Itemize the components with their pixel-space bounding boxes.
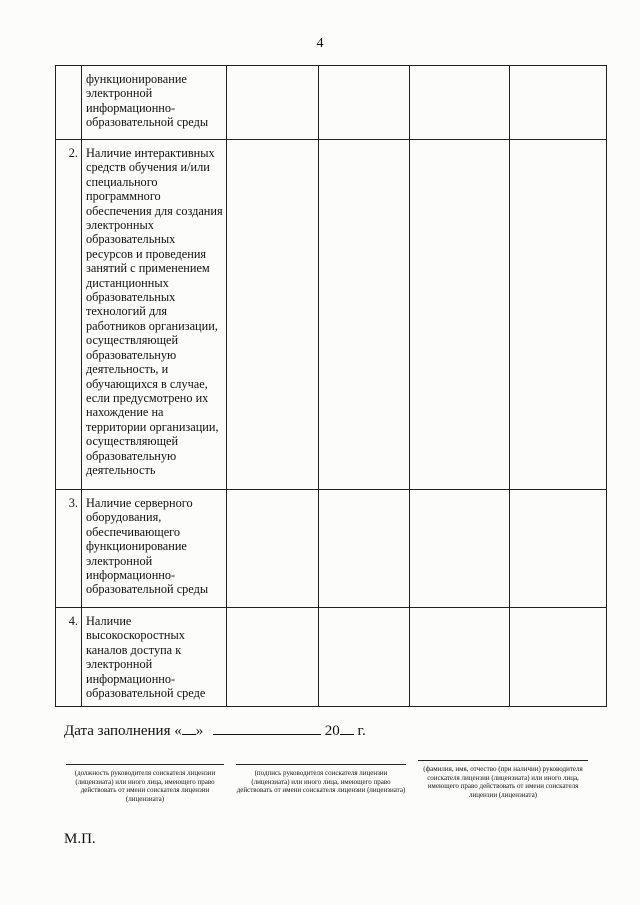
date-label: Дата заполнения « <box>64 723 182 739</box>
row-number <box>56 66 82 140</box>
license-table <box>55 65 607 707</box>
empty-cell[interactable] <box>319 140 410 490</box>
signature-caption: (подпись руководителя соискателя лицензии (лицензиата) или иного лица, имеющего право действовать от имени соискателя лицензии (лицензиата) <box>236 764 406 795</box>
page-number: 4 <box>316 36 324 51</box>
empty-cell[interactable] <box>510 66 607 140</box>
date-close: » <box>195 723 204 739</box>
empty-cell[interactable] <box>319 608 410 707</box>
empty-cell[interactable] <box>227 490 319 608</box>
empty-cell[interactable] <box>227 608 319 707</box>
empty-cell[interactable] <box>410 490 510 608</box>
table-row <box>56 140 607 490</box>
row-number: 2. <box>56 140 82 490</box>
row-description: функционирование электронной информационно-образовательной среды <box>82 66 227 140</box>
fill-date-line <box>64 722 366 740</box>
empty-cell[interactable] <box>410 140 510 490</box>
empty-cell[interactable] <box>410 66 510 140</box>
empty-cell[interactable] <box>510 140 607 490</box>
table-row <box>56 490 607 608</box>
empty-cell[interactable] <box>319 66 410 140</box>
empty-cell[interactable] <box>227 66 319 140</box>
year-blank[interactable] <box>340 722 354 735</box>
stamp-label: М.П. <box>64 831 96 847</box>
day-blank[interactable] <box>182 722 196 735</box>
row-description: Наличие интерактивных средств обучения и/или специального программного обеспечения для создания электронных образовательных ресурсов и проведения занятий с применением дистанционных образовательных технологий для работников организации, осуществляющей образовательную деятельность, и обучающихся в случае, если предусмотрено их нахождение на территории организации, осуществляющей образовательную деятельность <box>82 140 227 490</box>
table-row <box>56 66 607 140</box>
row-number: 3. <box>56 490 82 608</box>
empty-cell[interactable] <box>510 490 607 608</box>
signature-position-caption: (должность руководителя соискателя лицензии (лицензиата) или иного лица, имеющего право действовать от имени соискателя лицензии (лицензиата) <box>66 764 224 803</box>
empty-cell[interactable] <box>410 608 510 707</box>
empty-cell[interactable] <box>319 490 410 608</box>
row-number: 4. <box>56 608 82 707</box>
empty-cell[interactable] <box>227 140 319 490</box>
month-blank[interactable] <box>213 722 321 735</box>
signature-name-caption: (фамилия, имя, отчество (при наличии) руководителя соискателя лицензии (лицензиата) или иного лица, имеющего право действовать от имени соискателя лицензии (лицензиата) <box>418 760 588 799</box>
year-suffix: г. <box>357 723 366 739</box>
year-prefix: 20 <box>324 723 340 739</box>
row-description: Наличие серверного оборудования, обеспечивающего функционирование электронной информационно-образовательной среды <box>82 490 227 608</box>
empty-cell[interactable] <box>510 608 607 707</box>
row-description: Наличие высокоскоростных каналов доступа к электронной информационно-образовательной среде <box>82 608 227 707</box>
table-row <box>56 608 607 707</box>
